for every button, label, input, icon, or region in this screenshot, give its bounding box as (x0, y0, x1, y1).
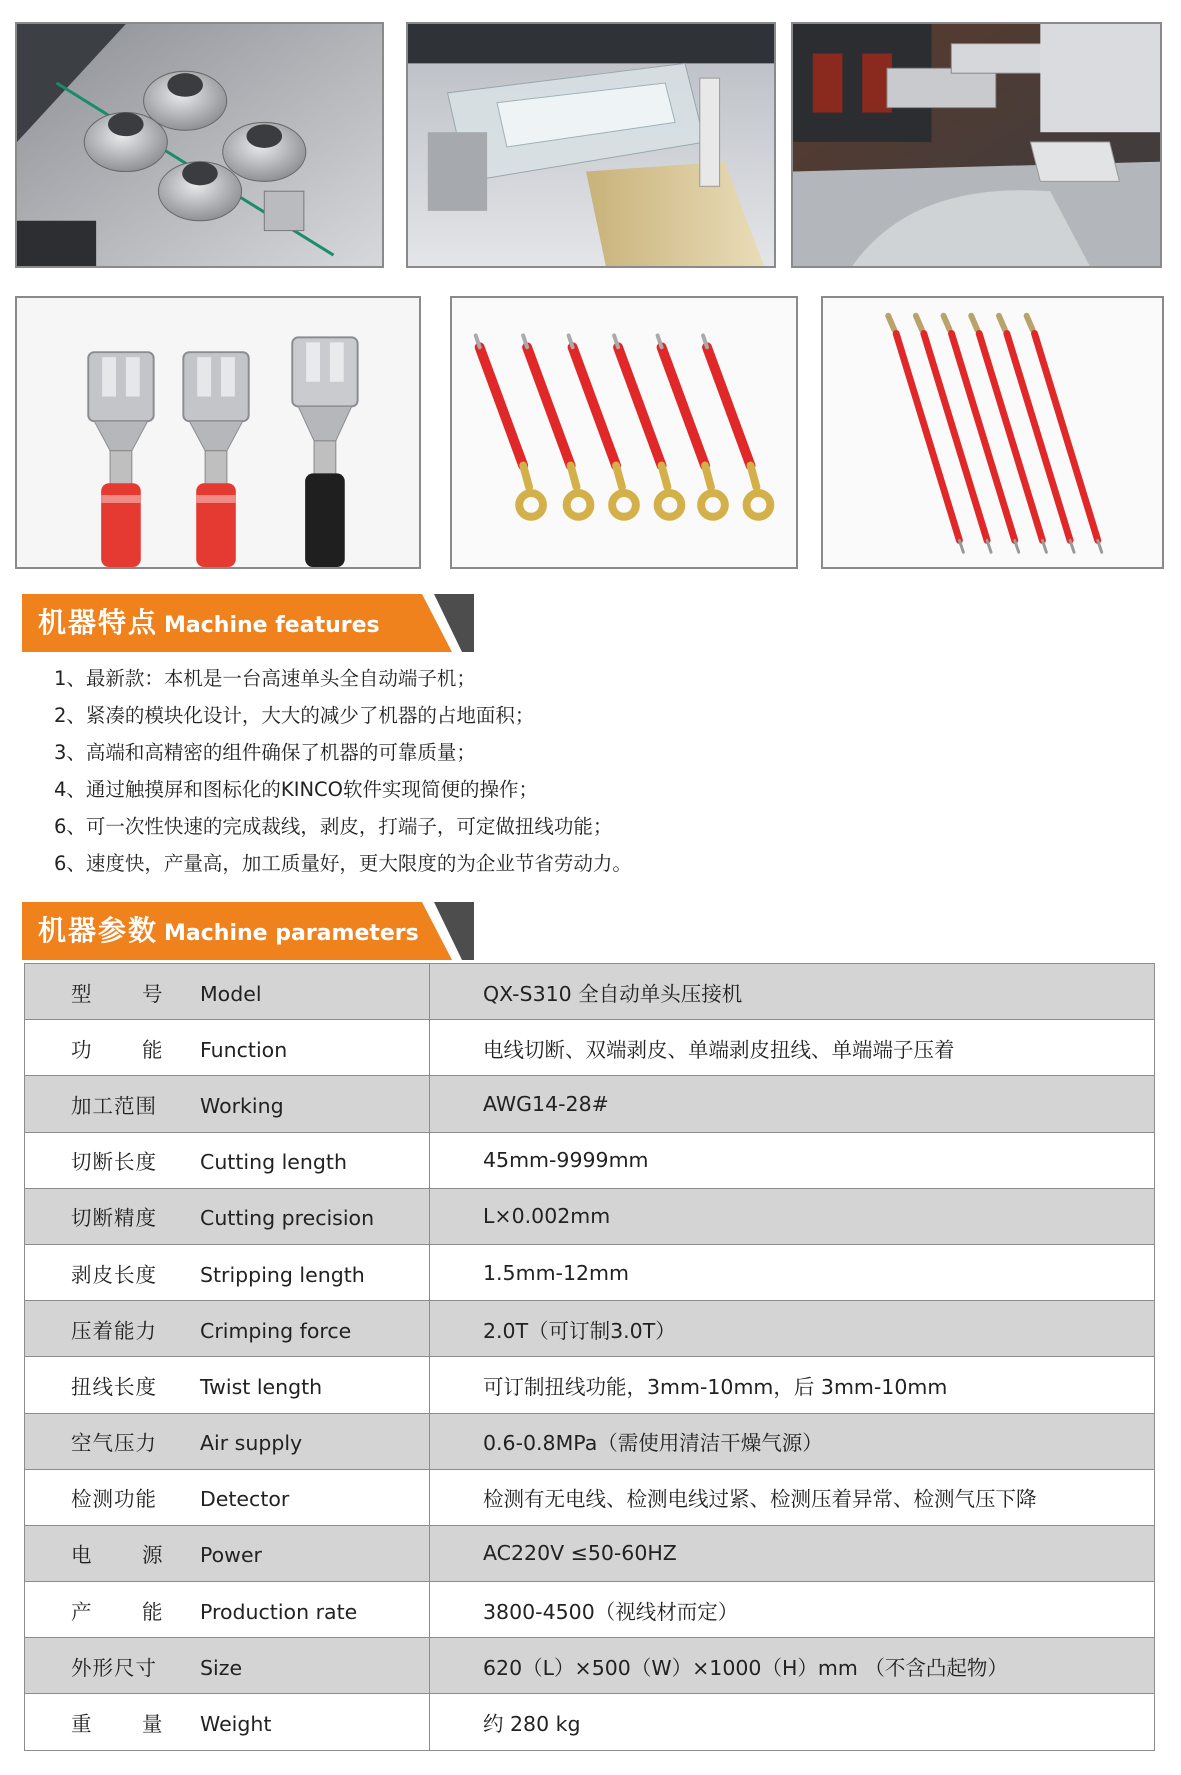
table-row (25, 1582, 1155, 1638)
param-label-zh: 扭线长度 (71, 1374, 157, 1399)
table-row (25, 1188, 1155, 1244)
params-banner (22, 902, 474, 960)
param-value: QX-S310 全自动单头压接机 (430, 964, 1155, 1020)
straightening-rollers-photo (15, 22, 384, 268)
param-label-zh: 空气压力 (71, 1431, 157, 1456)
param-value: 1.5mm-12mm (430, 1244, 1155, 1300)
feature-item: 6、速度快，产量高，加工质量好，更大限度的为企业节省劳动力。 (54, 852, 632, 875)
feature-item: 2、紧凑的模块化设计，大大的减少了机器的占地面积； (54, 704, 535, 727)
param-label-en: Air supply (200, 1431, 303, 1456)
param-value: AWG14-28# (430, 1076, 1155, 1132)
params-title-en: Machine parameters (164, 921, 419, 946)
param-label-en: Weight (200, 1712, 272, 1737)
param-label-cell (25, 1638, 430, 1694)
param-label-cell (25, 1076, 430, 1132)
table-row (25, 1525, 1155, 1581)
param-label-zh: 压着能力 (71, 1318, 157, 1343)
table-row (25, 1469, 1155, 1525)
param-label-cell (25, 964, 430, 1020)
table-row (25, 1694, 1155, 1750)
param-label-cell (25, 1132, 430, 1188)
table-row (25, 1132, 1155, 1188)
feature-item: 1、最新款：本机是一台高速单头全自动端子机； (54, 667, 476, 690)
feature-item: 3、高端和高精密的组件确保了机器的可靠质量； (54, 741, 476, 764)
table-row (25, 1020, 1155, 1076)
ring-terminal-wires-photo (450, 296, 798, 569)
feature-item: 6、可一次性快速的完成裁线，剥皮，打端子，可定做扭线功能； (54, 815, 613, 838)
param-label-en: Detector (200, 1487, 290, 1512)
crimping-station-photo (791, 22, 1162, 268)
param-label-zh: 剥皮长度 (71, 1262, 157, 1287)
param-label-cell (25, 1694, 430, 1750)
param-label-en: Size (200, 1655, 243, 1680)
table-row (25, 1244, 1155, 1300)
table-row (25, 1301, 1155, 1357)
param-value: 45mm-9999mm (430, 1132, 1155, 1188)
feature-item: 4、通过触摸屏和图标化的KINCO软件实现简便的操作； (54, 778, 538, 801)
param-label-en: Power (200, 1543, 262, 1568)
param-label-cell (25, 1469, 430, 1525)
table-row (25, 1357, 1155, 1413)
param-label-zh: 电 源 (71, 1543, 163, 1568)
features-banner (22, 594, 474, 652)
param-value: AC220V ≤50-60HZ (430, 1525, 1155, 1581)
param-label-zh: 型 号 (71, 981, 163, 1006)
param-label-zh: 功 能 (71, 1037, 163, 1062)
param-label-cell (25, 1244, 430, 1300)
features-title (38, 594, 380, 656)
param-label-en: Cutting length (200, 1150, 347, 1175)
param-label-en: Cutting precision (200, 1206, 375, 1231)
table-row (25, 1413, 1155, 1469)
param-value: 可订制扭线功能，3mm-10mm，后 3mm-10mm (430, 1357, 1155, 1413)
param-label-en: Working (200, 1093, 284, 1118)
param-label-en: Twist length (200, 1374, 323, 1399)
params-title-zh: 机器参数 (38, 914, 159, 947)
param-label-zh: 外形尺寸 (71, 1655, 157, 1680)
param-label-cell (25, 1188, 430, 1244)
param-label-zh: 切断精度 (71, 1206, 157, 1231)
param-label-zh: 检测功能 (71, 1487, 157, 1512)
param-value: 3800-4500（视线材而定） (430, 1582, 1155, 1638)
parameters-table (24, 963, 1155, 1751)
param-label-cell (25, 1582, 430, 1638)
features-title-en: Machine features (164, 613, 380, 638)
table-row (25, 964, 1155, 1020)
param-label-zh: 切断长度 (71, 1150, 157, 1175)
female-terminals-photo (15, 296, 421, 569)
param-value: 2.0T（可订制3.0T） (430, 1301, 1155, 1357)
param-label-zh: 产 能 (71, 1599, 163, 1624)
param-label-zh: 重 量 (71, 1712, 163, 1737)
stripped-wires-photo (821, 296, 1164, 569)
param-label-zh: 加工范围 (71, 1093, 157, 1118)
param-label-cell (25, 1301, 430, 1357)
param-label-en: Crimping force (200, 1318, 352, 1343)
param-value: 620（L）×500（W）×1000（H）mm （不含凸起物） (430, 1638, 1155, 1694)
param-label-cell (25, 1020, 430, 1076)
cutter-module-photo (406, 22, 776, 268)
table-row (25, 1076, 1155, 1132)
param-label-cell (25, 1413, 430, 1469)
param-label-en: Stripping length (200, 1262, 365, 1287)
param-value: 0.6-0.8MPa（需使用清洁干燥气源） (430, 1413, 1155, 1469)
param-value: 约 280 kg (430, 1694, 1155, 1750)
param-label-en: Model (200, 981, 262, 1006)
params-title (38, 902, 419, 964)
table-row (25, 1638, 1155, 1694)
param-label-cell (25, 1525, 430, 1581)
param-label-cell (25, 1357, 430, 1413)
param-value: L×0.002mm (430, 1188, 1155, 1244)
param-label-en: Function (200, 1037, 288, 1062)
param-value: 检测有无电线、检测电线过紧、检测压着异常、检测气压下降 (430, 1469, 1155, 1525)
param-value: 电线切断、双端剥皮、单端剥皮扭线、单端端子压着 (430, 1020, 1155, 1076)
features-list (54, 660, 632, 882)
features-title-zh: 机器特点 (38, 606, 159, 639)
param-label-en: Production rate (200, 1599, 358, 1624)
